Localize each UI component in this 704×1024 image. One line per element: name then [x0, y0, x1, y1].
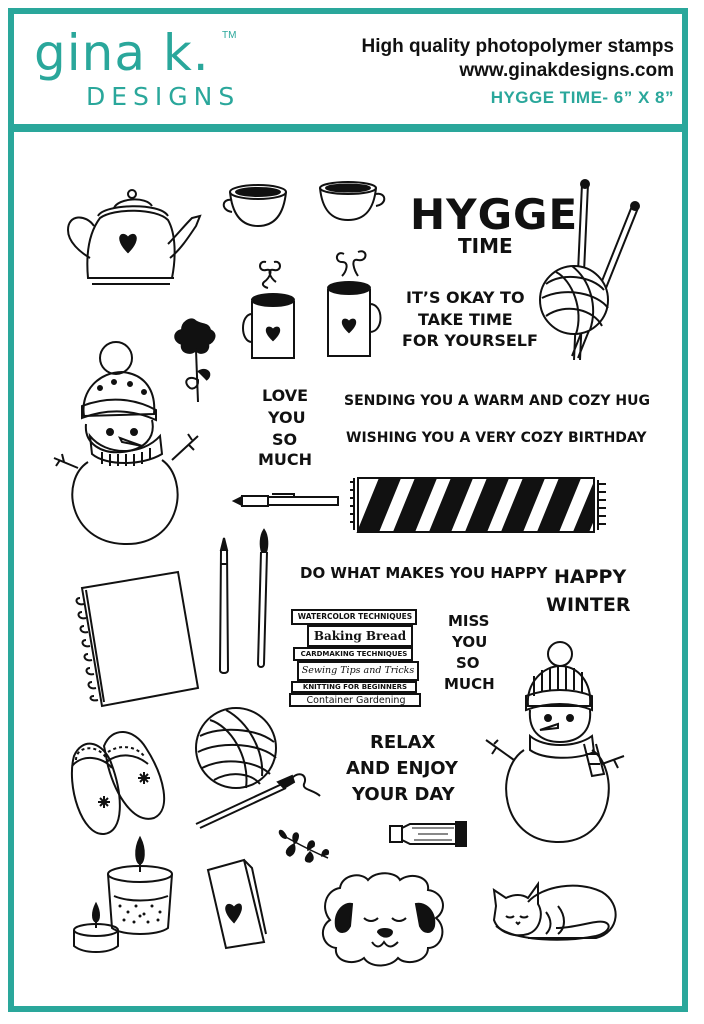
sleeping-dog-icon: [318, 868, 452, 968]
header-tagline: High quality photopolymer stamps: [361, 36, 674, 57]
header-divider: [8, 124, 688, 132]
card-icon: [204, 858, 270, 950]
snowman-icon: [484, 640, 626, 848]
sentiment-hug: SENDING YOU A WARM AND COZY HUG: [344, 393, 650, 409]
yarn-knitting-needles-icon: [532, 180, 648, 362]
sentiment-love-line4: MUCH: [258, 450, 313, 469]
paintbrush-icon: [254, 528, 272, 670]
sentiment-miss-line3: SO: [456, 654, 480, 672]
pen-icon: [232, 492, 340, 510]
sentiment-love-line2: YOU: [268, 408, 306, 427]
slippers-icon: [68, 726, 174, 838]
logo-subtitle: DESIGNS: [86, 82, 241, 111]
snowman-icon: [50, 340, 210, 550]
paintbrush-icon: [216, 536, 232, 676]
sentiment-relax-line3: YOUR DAY: [352, 784, 455, 805]
teacup-icon: [316, 180, 388, 224]
gina-k-logo: [34, 24, 244, 111]
sentiment-okay-line1: IT’S OKAY TO: [406, 288, 525, 307]
tealight-icon: [70, 902, 122, 954]
sentiment-winter: WINTER: [546, 594, 631, 616]
sentiment-relax-line1: RELAX: [370, 732, 436, 753]
sentiment-hygge: HYGGE: [410, 190, 579, 239]
sentiment-miss-line1: MISS: [448, 612, 490, 630]
logo-trademark: TM: [222, 30, 237, 41]
mug-icon: [240, 258, 304, 362]
mug-icon: [324, 246, 388, 360]
sentiment-love-line3: SO: [272, 430, 298, 449]
sentiment-relax-line2: AND ENJOY: [346, 758, 458, 779]
sentiment-birthday: WISHING YOU A VERY COZY BIRTHDAY: [346, 430, 647, 446]
sentiment-time: TIME: [458, 234, 513, 258]
sentiment-okay-line3: FOR YOURSELF: [402, 331, 538, 350]
paint-tube-icon: [388, 820, 468, 848]
scarf-icon: [350, 472, 612, 536]
sentiment-love-line1: LOVE: [262, 386, 309, 405]
sentiment-okay-line2: TAKE TIME: [418, 310, 513, 329]
teapot-icon: [64, 186, 206, 290]
book-title-knitting: KNITTING FOR BEGINNERS: [302, 683, 408, 691]
book-title-cardmaking: CARDMAKING TECHNIQUES: [300, 650, 408, 658]
books-stack-icon: [286, 608, 424, 708]
leaf-sprig-icon: [276, 828, 332, 864]
sentiment-miss-line4: MUCH: [444, 675, 495, 693]
yarn-crochet-hook-icon: [190, 706, 326, 830]
sentiment-do-what-makes-you-happy: DO WHAT MAKES YOU HAPPY: [300, 564, 548, 582]
sleeping-cat-icon: [486, 876, 622, 944]
notebook-icon: [74, 568, 202, 710]
book-title-gardening: Container Gardening: [306, 695, 406, 706]
header-website: www.ginakdesigns.com: [459, 60, 674, 81]
book-title-baking: Baking Bread: [313, 629, 407, 643]
sentiment-miss-line2: YOU: [452, 633, 488, 651]
book-title-sewing: Sewing Tips and Tricks: [301, 665, 415, 676]
teacup-icon: [220, 182, 292, 230]
logo-wordmark: gina k.: [34, 24, 210, 82]
header-product-title: HYGGE TIME- 6” X 8”: [490, 88, 674, 107]
book-title-watercolor: WATERCOLOR TECHNIQUES: [297, 612, 413, 621]
sentiment-happy: HAPPY: [554, 566, 627, 588]
